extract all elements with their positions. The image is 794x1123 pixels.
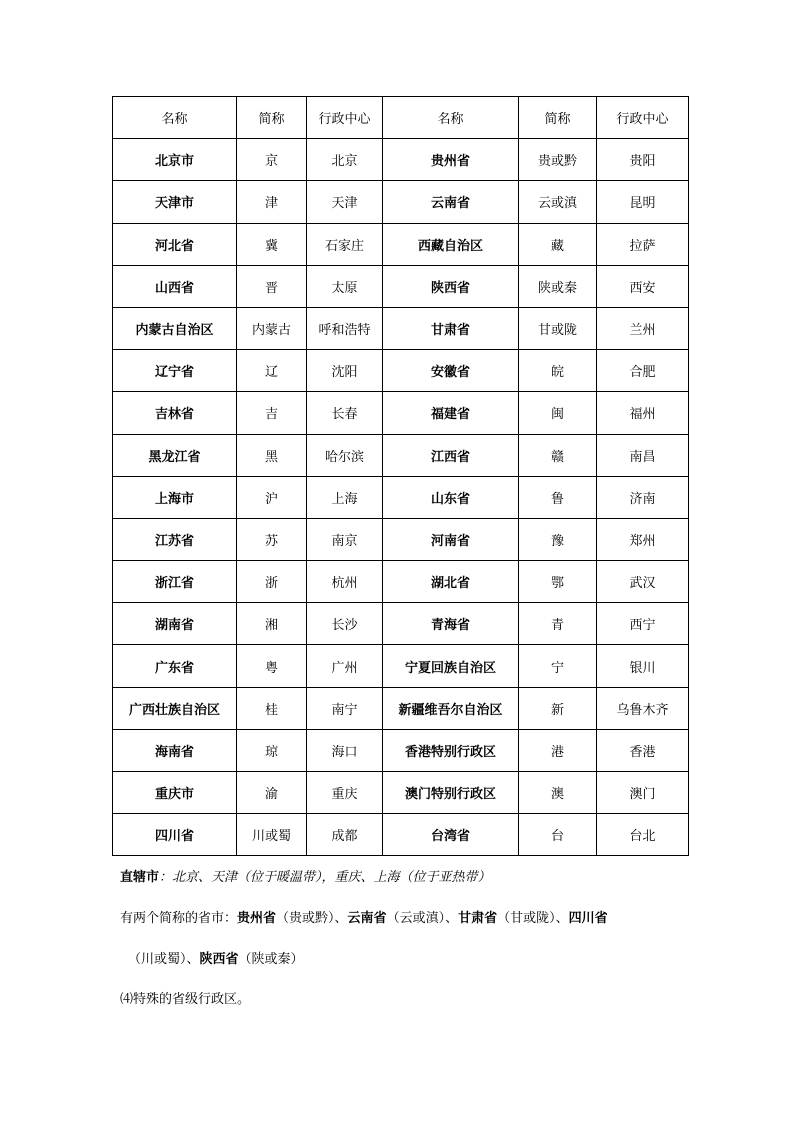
cell-name: 广东省 xyxy=(113,645,237,687)
cell-capital: 南京 xyxy=(307,518,383,560)
cell-abbr: 宁 xyxy=(519,645,597,687)
cell-name: 贵州省 xyxy=(383,139,519,181)
cell-abbr: 港 xyxy=(519,729,597,771)
cell-name: 安徽省 xyxy=(383,350,519,392)
table-row xyxy=(113,181,689,223)
cell-capital: 兰州 xyxy=(597,307,689,349)
table-row xyxy=(113,223,689,265)
cell-capital: 杭州 xyxy=(307,561,383,603)
abbr-shaanxi: （陕或秦） xyxy=(238,952,304,967)
cell-name: 福建省 xyxy=(383,392,519,434)
province-sichuan: 四川省 xyxy=(568,911,608,926)
cell-capital: 广州 xyxy=(307,645,383,687)
cell-name: 台湾省 xyxy=(383,814,519,856)
abbr-guizhou: （贵或黔）、 xyxy=(276,911,348,926)
abbr-sichuan: （川或蜀）、 xyxy=(128,952,200,967)
cell-name: 甘肃省 xyxy=(383,307,519,349)
header-abbr: 简称 xyxy=(237,97,307,139)
cell-capital: 北京 xyxy=(307,139,383,181)
cell-capital: 济南 xyxy=(597,476,689,518)
table-row xyxy=(113,476,689,518)
cell-name: 湖南省 xyxy=(113,603,237,645)
cell-capital: 拉萨 xyxy=(597,223,689,265)
header-capital: 行政中心 xyxy=(307,97,383,139)
table-row xyxy=(113,139,689,181)
cell-abbr: 黑 xyxy=(237,434,307,476)
cell-name: 重庆市 xyxy=(113,772,237,814)
table-row xyxy=(113,518,689,560)
cell-abbr: 陕或秦 xyxy=(519,265,597,307)
two-abbr-note xyxy=(120,909,690,929)
province-shaanxi: 陕西省 xyxy=(199,952,239,967)
cell-abbr: 甘或陇 xyxy=(519,307,597,349)
cell-abbr: 琼 xyxy=(237,729,307,771)
cell-name: 西藏自治区 xyxy=(383,223,519,265)
provinces-table-container xyxy=(112,96,688,856)
table-row xyxy=(113,392,689,434)
province-gansu: 甘肃省 xyxy=(458,911,498,926)
municipality-note xyxy=(120,868,690,888)
cell-capital: 南昌 xyxy=(597,434,689,476)
cell-name: 辽宁省 xyxy=(113,350,237,392)
cell-abbr: 京 xyxy=(237,139,307,181)
cell-capital: 银川 xyxy=(597,645,689,687)
cell-name: 湖北省 xyxy=(383,561,519,603)
table-row xyxy=(113,687,689,729)
cell-name: 山东省 xyxy=(383,476,519,518)
cell-name: 天津市 xyxy=(113,181,237,223)
cell-abbr: 新 xyxy=(519,687,597,729)
cell-abbr: 云或滇 xyxy=(519,181,597,223)
cell-abbr: 苏 xyxy=(237,518,307,560)
header-abbr: 简称 xyxy=(519,97,597,139)
cell-capital: 乌鲁木齐 xyxy=(597,687,689,729)
table-row xyxy=(113,603,689,645)
cell-capital: 石家庄 xyxy=(307,223,383,265)
cell-name: 北京市 xyxy=(113,139,237,181)
cell-name: 青海省 xyxy=(383,603,519,645)
cell-abbr: 青 xyxy=(519,603,597,645)
cell-abbr: 津 xyxy=(237,181,307,223)
cell-capital: 重庆 xyxy=(307,772,383,814)
municipality-label: 直辖市 xyxy=(120,870,160,885)
cell-name: 陕西省 xyxy=(383,265,519,307)
cell-abbr: 台 xyxy=(519,814,597,856)
cell-capital: 哈尔滨 xyxy=(307,434,383,476)
cell-abbr: 浙 xyxy=(237,561,307,603)
cell-name: 宁夏回族自治区 xyxy=(383,645,519,687)
table-row xyxy=(113,814,689,856)
cell-abbr: 鲁 xyxy=(519,476,597,518)
cell-name: 上海市 xyxy=(113,476,237,518)
two-abbr-intro: 有两个简称的省市： xyxy=(120,911,238,926)
cell-capital: 澳门 xyxy=(597,772,689,814)
cell-abbr: 辽 xyxy=(237,350,307,392)
table-row xyxy=(113,561,689,603)
cell-name: 香港特别行政区 xyxy=(383,729,519,771)
cell-capital: 昆明 xyxy=(597,181,689,223)
table-row xyxy=(113,307,689,349)
cell-name: 河北省 xyxy=(113,223,237,265)
cell-capital: 西安 xyxy=(597,265,689,307)
cell-abbr: 澳 xyxy=(519,772,597,814)
province-yunnan: 云南省 xyxy=(347,911,387,926)
header-name: 名称 xyxy=(113,97,237,139)
cell-capital: 台北 xyxy=(597,814,689,856)
cell-name: 江苏省 xyxy=(113,518,237,560)
cell-abbr: 皖 xyxy=(519,350,597,392)
municipality-text: ：北京、天津（位于暖温带），重庆、上海（位于亚热带） xyxy=(159,870,491,885)
cell-name: 河南省 xyxy=(383,518,519,560)
cell-name: 广西壮族自治区 xyxy=(113,687,237,729)
provinces-table xyxy=(112,96,689,856)
table-row xyxy=(113,350,689,392)
cell-abbr: 沪 xyxy=(237,476,307,518)
cell-abbr: 鄂 xyxy=(519,561,597,603)
cell-capital: 福州 xyxy=(597,392,689,434)
cell-abbr: 晋 xyxy=(237,265,307,307)
cell-name: 山西省 xyxy=(113,265,237,307)
cell-capital: 成都 xyxy=(307,814,383,856)
cell-name: 内蒙古自治区 xyxy=(113,307,237,349)
table-row xyxy=(113,645,689,687)
cell-abbr: 豫 xyxy=(519,518,597,560)
province-guizhou: 贵州省 xyxy=(237,911,277,926)
cell-name: 江西省 xyxy=(383,434,519,476)
cell-name: 浙江省 xyxy=(113,561,237,603)
two-abbr-note-continued xyxy=(120,950,690,970)
cell-capital: 武汉 xyxy=(597,561,689,603)
cell-abbr: 冀 xyxy=(237,223,307,265)
cell-abbr: 川或蜀 xyxy=(237,814,307,856)
table-row xyxy=(113,772,689,814)
cell-abbr: 赣 xyxy=(519,434,597,476)
header-name: 名称 xyxy=(383,97,519,139)
cell-capital: 长沙 xyxy=(307,603,383,645)
cell-capital: 太原 xyxy=(307,265,383,307)
special-heading: ⑷特殊的省级行政区。 xyxy=(120,992,251,1007)
cell-capital: 合肥 xyxy=(597,350,689,392)
cell-abbr: 藏 xyxy=(519,223,597,265)
abbr-yunnan: （云或滇）、 xyxy=(386,911,459,926)
cell-abbr: 贵或黔 xyxy=(519,139,597,181)
cell-capital: 长春 xyxy=(307,392,383,434)
cell-abbr: 吉 xyxy=(237,392,307,434)
cell-abbr: 渝 xyxy=(237,772,307,814)
cell-capital: 南宁 xyxy=(307,687,383,729)
table-body xyxy=(113,139,689,856)
cell-capital: 呼和浩特 xyxy=(307,307,383,349)
cell-abbr: 湘 xyxy=(237,603,307,645)
cell-capital: 香港 xyxy=(597,729,689,771)
cell-abbr: 粤 xyxy=(237,645,307,687)
cell-capital: 贵阳 xyxy=(597,139,689,181)
cell-name: 海南省 xyxy=(113,729,237,771)
cell-capital: 郑州 xyxy=(597,518,689,560)
cell-abbr: 桂 xyxy=(237,687,307,729)
abbr-gansu: （甘或陇）、 xyxy=(497,911,569,926)
cell-name: 吉林省 xyxy=(113,392,237,434)
cell-name: 黑龙江省 xyxy=(113,434,237,476)
cell-capital: 海口 xyxy=(307,729,383,771)
header-capital: 行政中心 xyxy=(597,97,689,139)
table-row xyxy=(113,729,689,771)
cell-name: 新疆维吾尔自治区 xyxy=(383,687,519,729)
notes-section xyxy=(120,868,690,1010)
cell-abbr: 闽 xyxy=(519,392,597,434)
cell-capital: 沈阳 xyxy=(307,350,383,392)
table-row xyxy=(113,434,689,476)
cell-abbr: 内蒙古 xyxy=(237,307,307,349)
cell-name: 云南省 xyxy=(383,181,519,223)
cell-name: 四川省 xyxy=(113,814,237,856)
cell-capital: 天津 xyxy=(307,181,383,223)
table-row xyxy=(113,265,689,307)
cell-name: 澳门特别行政区 xyxy=(383,772,519,814)
cell-capital: 西宁 xyxy=(597,603,689,645)
cell-capital: 上海 xyxy=(307,476,383,518)
table-header-row xyxy=(113,97,689,139)
